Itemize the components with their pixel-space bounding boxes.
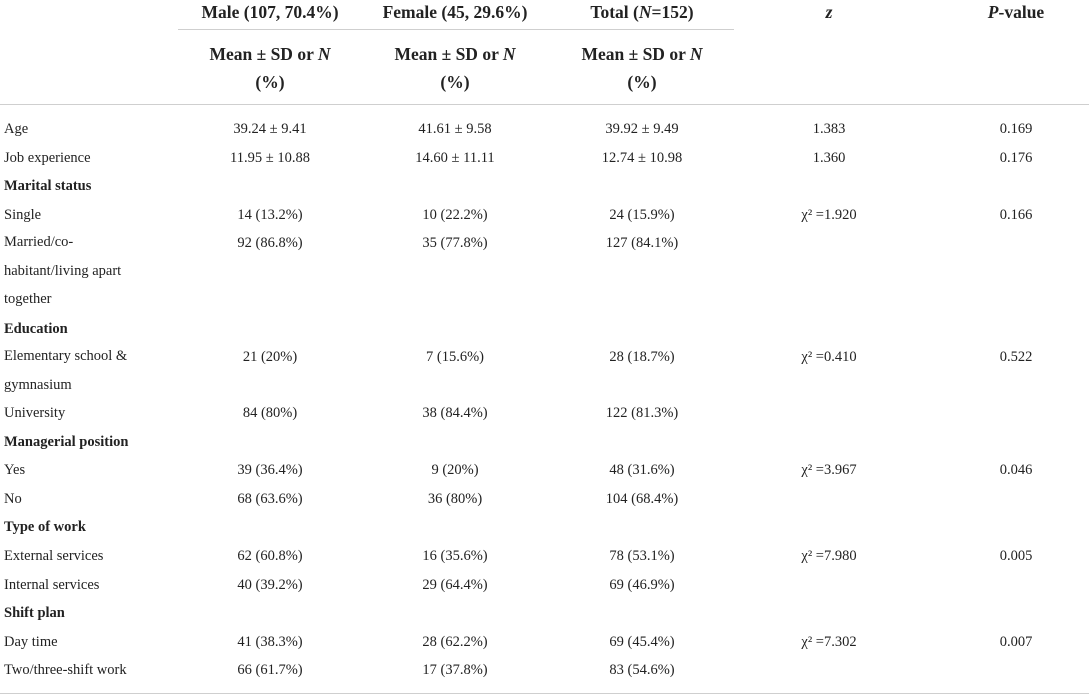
row-label: Single [4,207,42,223]
sub-pre: Mean ± SD or [581,44,690,64]
header-total-post: =152) [651,2,694,22]
cell-male: 21 (20%) [242,349,298,365]
cell-male: 66 (61.7%) [237,662,303,678]
sub-n: N [502,44,516,64]
section-heading: Education [4,321,68,337]
cell-male: 14 (13.2%) [237,207,303,223]
cell-p: 0.046 [999,462,1033,478]
header-p-italic: P [987,2,999,22]
header-p-rest: -value [998,2,1045,22]
cell-z: 1.360 [812,150,846,166]
header-total-pre: Total ( [590,2,639,22]
header-z-text: z [825,2,833,22]
sub-n: N [317,44,331,64]
cell-total: 39.92 ± 9.49 [605,121,679,137]
cell-female: 10 (22.2%) [422,207,488,223]
row-label: University [4,405,66,421]
row-label: External services [4,548,104,564]
cell-z: χ² =0.410 [801,349,857,365]
cell-z: χ² =3.967 [801,462,857,478]
cell-female: 28 (62.2%) [422,634,488,650]
cell-female: 17 (37.8%) [422,662,488,678]
header-total [542,0,742,24]
row-label: Day time [4,634,58,650]
cell-male: 62 (60.8%) [237,548,303,564]
cell-p: 0.166 [999,207,1033,223]
header-bottom-rule [0,104,1089,105]
cell-female: 9 (20%) [431,462,479,478]
row-label: Age [4,121,29,137]
cell-total: 83 (54.6%) [609,662,675,678]
cell-total: 24 (15.9%) [609,207,675,223]
cell-female: 38 (84.4%) [422,405,488,421]
cell-total: 48 (31.6%) [609,462,675,478]
cell-total: 104 (68.4%) [605,491,679,507]
row-label: No [4,491,22,507]
header-male: Male (107, 70.4%) [201,2,339,22]
header-pvalue [916,0,1089,24]
cell-male: 40 (39.2%) [237,577,303,593]
cell-p: 0.176 [999,150,1033,166]
row-label: Married/co-habitant/living apart together [4,234,122,307]
sub-pre: Mean ± SD or [209,44,318,64]
section-heading: Marital status [4,178,92,194]
sub-post: (%) [255,72,285,92]
cell-z: χ² =7.302 [801,634,857,650]
cell-total: 122 (81.3%) [605,405,679,421]
cell-female: 35 (77.8%) [422,235,488,251]
cell-female: 41.61 ± 9.58 [418,121,492,137]
subheader-female [355,40,555,96]
subheader-total [542,40,742,96]
cell-p: 0.007 [999,634,1033,650]
subheader-male [170,40,370,96]
row-label: Elementary school & gymnasium [4,348,128,393]
header-total-n: N [638,2,652,22]
cell-male: 39.24 ± 9.41 [233,121,307,137]
cell-female: 29 (64.4%) [422,577,488,593]
cell-female: 36 (80%) [427,491,483,507]
cell-total: 12.74 ± 10.98 [601,150,683,166]
cell-female: 7 (15.6%) [426,349,484,365]
cell-female: 16 (35.6%) [422,548,488,564]
cell-total: 28 (18.7%) [609,349,675,365]
cell-male: 11.95 ± 10.88 [230,150,310,166]
cell-z: χ² =1.920 [801,207,857,223]
row-label: Two/three-shift work [4,662,127,678]
sub-pre: Mean ± SD or [394,44,503,64]
cell-total: 127 (84.1%) [605,235,679,251]
section-heading: Shift plan [4,605,65,621]
cell-z: 1.383 [812,121,846,137]
table-bottom-rule [0,693,1089,694]
sub-n: N [689,44,703,64]
row-label: Yes [4,462,26,478]
header-female: Female (45, 29.6%) [382,2,528,22]
sub-post: (%) [627,72,657,92]
cell-p: 0.522 [999,349,1033,365]
cell-p: 0.169 [999,121,1033,137]
sub-post: (%) [440,72,470,92]
cell-z: χ² =7.980 [801,548,857,564]
cell-male: 92 (86.8%) [237,235,303,251]
cell-male: 68 (63.6%) [237,491,303,507]
cell-total: 78 (53.1%) [609,548,675,564]
row-label: Internal services [4,577,100,593]
cell-total: 69 (45.4%) [609,634,675,650]
header-subrule [178,29,734,30]
cell-female: 14.60 ± 11.11 [415,150,495,166]
row-label: Job experience [4,150,91,166]
cell-p: 0.005 [999,548,1033,564]
cell-male: 84 (80%) [242,405,298,421]
section-heading: Type of work [4,519,86,535]
header-z [729,0,929,24]
cell-male: 39 (36.4%) [237,462,303,478]
section-heading: Managerial position [4,434,129,450]
cell-male: 41 (38.3%) [237,634,303,650]
cell-total: 69 (46.9%) [609,577,675,593]
